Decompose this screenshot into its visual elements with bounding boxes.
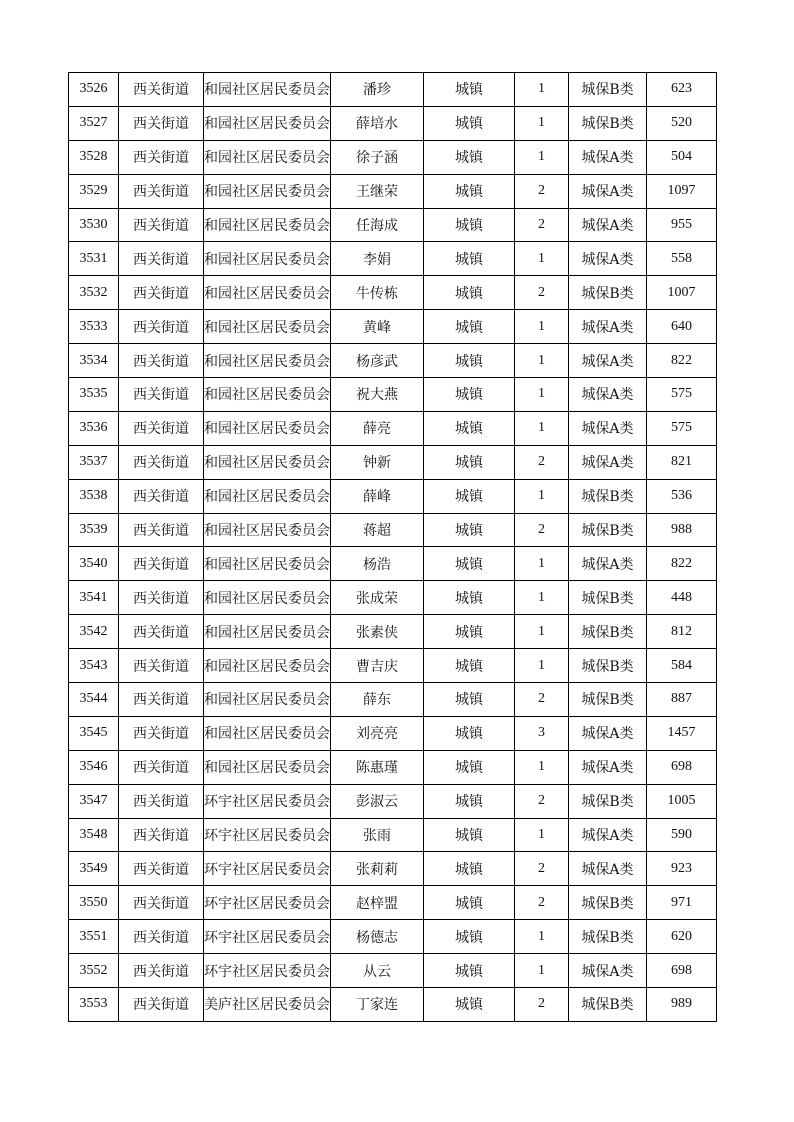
table-row [69, 242, 717, 276]
street-cell: 西关街道 [119, 445, 204, 479]
amount-cell: 971 [647, 886, 717, 920]
street-cell: 西关街道 [119, 140, 204, 174]
street-cell: 西关街道 [119, 988, 204, 1022]
table-row [69, 276, 717, 310]
street-cell: 西关街道 [119, 852, 204, 886]
name-cell: 蒋超 [331, 513, 424, 547]
household-size-cell: 2 [515, 852, 569, 886]
household-size-cell: 2 [515, 513, 569, 547]
row-number-cell: 3533 [69, 310, 119, 344]
area-type-cell: 城镇 [424, 954, 515, 988]
amount-cell: 575 [647, 378, 717, 412]
household-size-cell: 1 [515, 954, 569, 988]
community-cell: 和园社区居民委员会 [204, 106, 331, 140]
table-row [69, 411, 717, 445]
community-cell: 环宇社区居民委员会 [204, 886, 331, 920]
category-cell: 城保B类 [569, 886, 647, 920]
row-number-cell: 3540 [69, 547, 119, 581]
community-cell: 和园社区居民委员会 [204, 276, 331, 310]
area-type-cell: 城镇 [424, 174, 515, 208]
street-cell: 西关街道 [119, 174, 204, 208]
community-cell: 和园社区居民委员会 [204, 649, 331, 683]
row-number-cell: 3532 [69, 276, 119, 310]
row-number-cell: 3539 [69, 513, 119, 547]
name-cell: 陈惠瑾 [331, 750, 424, 784]
row-number-cell: 3548 [69, 818, 119, 852]
table-row [69, 479, 717, 513]
area-type-cell: 城镇 [424, 750, 515, 784]
community-cell: 环宇社区居民委员会 [204, 920, 331, 954]
amount-cell: 698 [647, 954, 717, 988]
category-cell: 城保A类 [569, 818, 647, 852]
category-cell: 城保B类 [569, 988, 647, 1022]
area-type-cell: 城镇 [424, 208, 515, 242]
name-cell: 钟新 [331, 445, 424, 479]
row-number-cell: 3551 [69, 920, 119, 954]
table-row [69, 683, 717, 717]
category-cell: 城保B类 [569, 513, 647, 547]
household-size-cell: 1 [515, 344, 569, 378]
household-size-cell: 2 [515, 683, 569, 717]
name-cell: 李娟 [331, 242, 424, 276]
amount-cell: 1005 [647, 784, 717, 818]
table-row [69, 513, 717, 547]
amount-cell: 448 [647, 581, 717, 615]
table-row [69, 174, 717, 208]
community-cell: 环宇社区居民委员会 [204, 852, 331, 886]
row-number-cell: 3534 [69, 344, 119, 378]
table-row [69, 445, 717, 479]
street-cell: 西关街道 [119, 818, 204, 852]
amount-cell: 1457 [647, 716, 717, 750]
household-size-cell: 1 [515, 581, 569, 615]
community-cell: 和园社区居民委员会 [204, 310, 331, 344]
street-cell: 西关街道 [119, 73, 204, 107]
row-number-cell: 3541 [69, 581, 119, 615]
category-cell: 城保B类 [569, 649, 647, 683]
name-cell: 薛峰 [331, 479, 424, 513]
community-cell: 和园社区居民委员会 [204, 208, 331, 242]
category-cell: 城保B类 [569, 106, 647, 140]
table-row [69, 615, 717, 649]
street-cell: 西关街道 [119, 649, 204, 683]
name-cell: 彭淑云 [331, 784, 424, 818]
street-cell: 西关街道 [119, 276, 204, 310]
row-number-cell: 3538 [69, 479, 119, 513]
name-cell: 张莉莉 [331, 852, 424, 886]
name-cell: 任海成 [331, 208, 424, 242]
amount-cell: 821 [647, 445, 717, 479]
name-cell: 徐子涵 [331, 140, 424, 174]
table-row [69, 886, 717, 920]
area-type-cell: 城镇 [424, 513, 515, 547]
name-cell: 刘亮亮 [331, 716, 424, 750]
area-type-cell: 城镇 [424, 547, 515, 581]
row-number-cell: 3531 [69, 242, 119, 276]
amount-cell: 620 [647, 920, 717, 954]
street-cell: 西关街道 [119, 208, 204, 242]
name-cell: 祝大燕 [331, 378, 424, 412]
amount-cell: 584 [647, 649, 717, 683]
street-cell: 西关街道 [119, 683, 204, 717]
household-size-cell: 1 [515, 310, 569, 344]
category-cell: 城保A类 [569, 310, 647, 344]
category-cell: 城保B类 [569, 479, 647, 513]
street-cell: 西关街道 [119, 886, 204, 920]
name-cell: 黄峰 [331, 310, 424, 344]
area-type-cell: 城镇 [424, 344, 515, 378]
area-type-cell: 城镇 [424, 445, 515, 479]
category-cell: 城保B类 [569, 73, 647, 107]
street-cell: 西关街道 [119, 920, 204, 954]
household-size-cell: 3 [515, 716, 569, 750]
household-size-cell: 2 [515, 208, 569, 242]
area-type-cell: 城镇 [424, 649, 515, 683]
household-size-cell: 1 [515, 750, 569, 784]
name-cell: 王继荣 [331, 174, 424, 208]
household-size-cell: 1 [515, 649, 569, 683]
community-cell: 和园社区居民委员会 [204, 174, 331, 208]
household-size-cell: 1 [515, 479, 569, 513]
community-cell: 和园社区居民委员会 [204, 73, 331, 107]
category-cell: 城保B类 [569, 683, 647, 717]
row-number-cell: 3529 [69, 174, 119, 208]
category-cell: 城保A类 [569, 852, 647, 886]
community-cell: 环宇社区居民委员会 [204, 954, 331, 988]
table-row [69, 378, 717, 412]
area-type-cell: 城镇 [424, 310, 515, 344]
table-body [69, 73, 717, 1022]
table-row [69, 106, 717, 140]
row-number-cell: 3535 [69, 378, 119, 412]
category-cell: 城保A类 [569, 954, 647, 988]
amount-cell: 698 [647, 750, 717, 784]
category-cell: 城保A类 [569, 378, 647, 412]
row-number-cell: 3530 [69, 208, 119, 242]
category-cell: 城保B类 [569, 784, 647, 818]
amount-cell: 822 [647, 344, 717, 378]
community-cell: 和园社区居民委员会 [204, 140, 331, 174]
row-number-cell: 3542 [69, 615, 119, 649]
table-row [69, 310, 717, 344]
area-type-cell: 城镇 [424, 818, 515, 852]
community-cell: 和园社区居民委员会 [204, 242, 331, 276]
name-cell: 潘珍 [331, 73, 424, 107]
community-cell: 和园社区居民委员会 [204, 445, 331, 479]
street-cell: 西关街道 [119, 716, 204, 750]
row-number-cell: 3546 [69, 750, 119, 784]
area-type-cell: 城镇 [424, 276, 515, 310]
community-cell: 和园社区居民委员会 [204, 378, 331, 412]
table-row [69, 140, 717, 174]
name-cell: 薛亮 [331, 411, 424, 445]
household-size-cell: 1 [515, 411, 569, 445]
community-cell: 和园社区居民委员会 [204, 581, 331, 615]
table-row [69, 750, 717, 784]
category-cell: 城保A类 [569, 242, 647, 276]
household-size-cell: 2 [515, 276, 569, 310]
household-size-cell: 2 [515, 445, 569, 479]
category-cell: 城保A类 [569, 344, 647, 378]
table-row [69, 208, 717, 242]
area-type-cell: 城镇 [424, 615, 515, 649]
community-cell: 和园社区居民委员会 [204, 683, 331, 717]
amount-cell: 640 [647, 310, 717, 344]
amount-cell: 590 [647, 818, 717, 852]
street-cell: 西关街道 [119, 784, 204, 818]
table-row [69, 716, 717, 750]
table-row [69, 649, 717, 683]
community-cell: 和园社区居民委员会 [204, 716, 331, 750]
area-type-cell: 城镇 [424, 242, 515, 276]
household-size-cell: 1 [515, 615, 569, 649]
community-cell: 美庐社区居民委员会 [204, 988, 331, 1022]
amount-cell: 923 [647, 852, 717, 886]
name-cell: 曹吉庆 [331, 649, 424, 683]
area-type-cell: 城镇 [424, 920, 515, 954]
amount-cell: 623 [647, 73, 717, 107]
household-size-cell: 1 [515, 242, 569, 276]
household-size-cell: 1 [515, 547, 569, 581]
household-size-cell: 1 [515, 73, 569, 107]
area-type-cell: 城镇 [424, 479, 515, 513]
name-cell: 杨浩 [331, 547, 424, 581]
community-cell: 环宇社区居民委员会 [204, 818, 331, 852]
community-cell: 环宇社区居民委员会 [204, 784, 331, 818]
row-number-cell: 3544 [69, 683, 119, 717]
area-type-cell: 城镇 [424, 378, 515, 412]
community-cell: 和园社区居民委员会 [204, 513, 331, 547]
data-table [68, 72, 717, 1022]
amount-cell: 812 [647, 615, 717, 649]
category-cell: 城保B类 [569, 581, 647, 615]
category-cell: 城保A类 [569, 174, 647, 208]
street-cell: 西关街道 [119, 513, 204, 547]
street-cell: 西关街道 [119, 106, 204, 140]
area-type-cell: 城镇 [424, 988, 515, 1022]
area-type-cell: 城镇 [424, 784, 515, 818]
amount-cell: 1007 [647, 276, 717, 310]
street-cell: 西关街道 [119, 750, 204, 784]
community-cell: 和园社区居民委员会 [204, 344, 331, 378]
table-row [69, 547, 717, 581]
category-cell: 城保B类 [569, 276, 647, 310]
area-type-cell: 城镇 [424, 852, 515, 886]
household-size-cell: 1 [515, 378, 569, 412]
table-row [69, 818, 717, 852]
row-number-cell: 3549 [69, 852, 119, 886]
street-cell: 西关街道 [119, 547, 204, 581]
name-cell: 杨德志 [331, 920, 424, 954]
area-type-cell: 城镇 [424, 140, 515, 174]
category-cell: 城保A类 [569, 208, 647, 242]
household-size-cell: 1 [515, 818, 569, 852]
table-row [69, 852, 717, 886]
street-cell: 西关街道 [119, 954, 204, 988]
category-cell: 城保A类 [569, 411, 647, 445]
category-cell: 城保A类 [569, 750, 647, 784]
table-row [69, 784, 717, 818]
street-cell: 西关街道 [119, 411, 204, 445]
area-type-cell: 城镇 [424, 716, 515, 750]
row-number-cell: 3547 [69, 784, 119, 818]
category-cell: 城保A类 [569, 547, 647, 581]
community-cell: 和园社区居民委员会 [204, 547, 331, 581]
amount-cell: 822 [647, 547, 717, 581]
area-type-cell: 城镇 [424, 73, 515, 107]
household-size-cell: 2 [515, 988, 569, 1022]
category-cell: 城保B类 [569, 615, 647, 649]
amount-cell: 887 [647, 683, 717, 717]
name-cell: 张雨 [331, 818, 424, 852]
community-cell: 和园社区居民委员会 [204, 411, 331, 445]
category-cell: 城保A类 [569, 445, 647, 479]
row-number-cell: 3528 [69, 140, 119, 174]
name-cell: 赵梓盟 [331, 886, 424, 920]
area-type-cell: 城镇 [424, 581, 515, 615]
street-cell: 西关街道 [119, 344, 204, 378]
row-number-cell: 3537 [69, 445, 119, 479]
street-cell: 西关街道 [119, 615, 204, 649]
area-type-cell: 城镇 [424, 683, 515, 717]
amount-cell: 988 [647, 513, 717, 547]
street-cell: 西关街道 [119, 242, 204, 276]
category-cell: 城保A类 [569, 716, 647, 750]
name-cell: 张素侠 [331, 615, 424, 649]
amount-cell: 558 [647, 242, 717, 276]
amount-cell: 955 [647, 208, 717, 242]
category-cell: 城保B类 [569, 920, 647, 954]
table-row [69, 73, 717, 107]
amount-cell: 989 [647, 988, 717, 1022]
household-size-cell: 2 [515, 784, 569, 818]
row-number-cell: 3527 [69, 106, 119, 140]
table-row [69, 988, 717, 1022]
row-number-cell: 3552 [69, 954, 119, 988]
row-number-cell: 3536 [69, 411, 119, 445]
community-cell: 和园社区居民委员会 [204, 479, 331, 513]
community-cell: 和园社区居民委员会 [204, 615, 331, 649]
street-cell: 西关街道 [119, 581, 204, 615]
table-row [69, 920, 717, 954]
name-cell: 丁家连 [331, 988, 424, 1022]
category-cell: 城保A类 [569, 140, 647, 174]
area-type-cell: 城镇 [424, 411, 515, 445]
street-cell: 西关街道 [119, 378, 204, 412]
household-size-cell: 2 [515, 174, 569, 208]
row-number-cell: 3543 [69, 649, 119, 683]
row-number-cell: 3550 [69, 886, 119, 920]
household-size-cell: 1 [515, 920, 569, 954]
row-number-cell: 3526 [69, 73, 119, 107]
name-cell: 杨彦武 [331, 344, 424, 378]
table-row [69, 954, 717, 988]
community-cell: 和园社区居民委员会 [204, 750, 331, 784]
row-number-cell: 3553 [69, 988, 119, 1022]
amount-cell: 575 [647, 411, 717, 445]
amount-cell: 504 [647, 140, 717, 174]
street-cell: 西关街道 [119, 479, 204, 513]
household-size-cell: 1 [515, 106, 569, 140]
name-cell: 张成荣 [331, 581, 424, 615]
amount-cell: 520 [647, 106, 717, 140]
table-row [69, 344, 717, 378]
household-size-cell: 1 [515, 140, 569, 174]
name-cell: 牛传栋 [331, 276, 424, 310]
area-type-cell: 城镇 [424, 886, 515, 920]
row-number-cell: 3545 [69, 716, 119, 750]
amount-cell: 1097 [647, 174, 717, 208]
household-size-cell: 2 [515, 886, 569, 920]
amount-cell: 536 [647, 479, 717, 513]
name-cell: 薛培水 [331, 106, 424, 140]
table-row [69, 581, 717, 615]
area-type-cell: 城镇 [424, 106, 515, 140]
street-cell: 西关街道 [119, 310, 204, 344]
name-cell: 薛东 [331, 683, 424, 717]
name-cell: 从云 [331, 954, 424, 988]
